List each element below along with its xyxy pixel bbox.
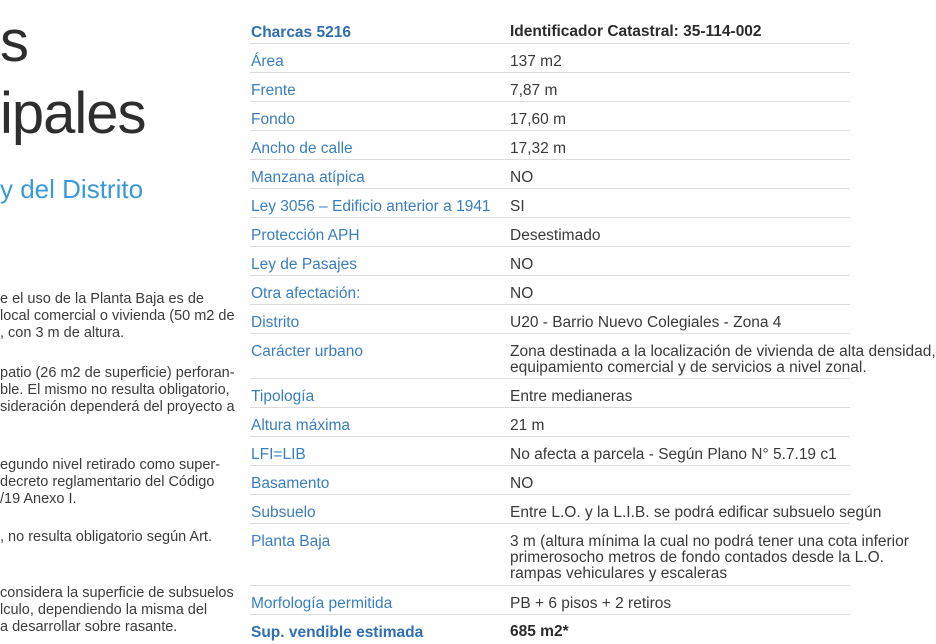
paragraph-subsuelos bbox=[0, 585, 234, 636]
table-row bbox=[250, 218, 850, 247]
row-label: Ancho de calle bbox=[251, 140, 353, 157]
paragraph-obligatorio bbox=[0, 529, 212, 546]
table-row bbox=[250, 73, 850, 102]
paragraph-line: considera la superficie de subsuelos bbox=[0, 585, 234, 601]
row-value: NO bbox=[510, 475, 534, 492]
row-value: NO bbox=[510, 256, 534, 273]
paragraph-segundo-nivel bbox=[0, 457, 220, 508]
row-label: Basamento bbox=[251, 475, 330, 492]
paragraph-line: /19 Anexo I. bbox=[0, 491, 77, 507]
row-label: Morfología permitida bbox=[251, 595, 393, 612]
table-row bbox=[250, 160, 850, 189]
table-row bbox=[250, 44, 850, 73]
paragraph-planta-baja bbox=[0, 291, 235, 342]
row-label: Carácter urbano bbox=[251, 343, 364, 360]
row-value: No afecta a parcela - Según Plano N° 5.7.19 c1 bbox=[510, 446, 837, 463]
paragraph-line: patio (26 m2 de superficie) perforan- bbox=[0, 365, 235, 381]
paragraph-line: lculo, dependiendo la misma del bbox=[0, 602, 208, 618]
row-value: 17,60 m bbox=[510, 111, 567, 128]
table-row bbox=[250, 524, 909, 586]
row-value: Entre medianeras bbox=[510, 388, 633, 405]
row-label: Frente bbox=[251, 82, 296, 99]
row-label: Manzana atípica bbox=[251, 169, 365, 186]
row-label: Subsuelo bbox=[251, 504, 316, 521]
row-value: Zona destinada a la localización de vivienda de alta densidad, bbox=[510, 343, 936, 360]
row-value: 17,32 m bbox=[510, 140, 567, 157]
paragraph-line: ble. El mismo no resulta obligatorio, bbox=[0, 382, 230, 398]
paragraph-line: egundo nivel retirado como super- bbox=[0, 457, 221, 473]
header-address: Charcas 5216 bbox=[251, 24, 351, 41]
row-value: rampas vehiculares y escaleras bbox=[510, 565, 728, 582]
row-value: 137 m2 bbox=[510, 53, 562, 70]
row-label: Ley 3056 – Edificio anterior a 1941 bbox=[251, 198, 491, 215]
row-label: LFI=LIB bbox=[251, 446, 306, 463]
header-cadastral-id: Identificador Catastral: 35-114-002 bbox=[510, 23, 762, 40]
table-row bbox=[250, 379, 850, 408]
footer-label: Sup. vendible estimada bbox=[251, 624, 424, 641]
row-value: Entre L.O. y la L.I.B. se podrá edificar subsuelo según bbox=[510, 504, 882, 521]
row-value: NO bbox=[510, 169, 534, 186]
row-value: U20 - Barrio Nuevo Colegiales - Zona 4 bbox=[510, 314, 782, 331]
footer-value: 685 m2* bbox=[510, 623, 569, 640]
table-row bbox=[250, 437, 850, 466]
table-row bbox=[250, 102, 850, 131]
table-row bbox=[250, 305, 850, 334]
table-row bbox=[250, 334, 936, 379]
table-row bbox=[250, 495, 882, 524]
row-value: primerosocho metros de fondo contados desde la L.O. bbox=[510, 549, 884, 566]
row-label: Protección APH bbox=[251, 227, 360, 244]
paragraph-patio bbox=[0, 365, 235, 416]
paragraph-line: e el uso de la Planta Baja es de bbox=[0, 291, 204, 307]
heading-line-2: ipales bbox=[0, 81, 146, 146]
heading-line-1: s bbox=[0, 9, 28, 74]
row-label: Otra afectación: bbox=[251, 285, 361, 302]
row-value: equipamiento comercial y de servicios a nivel zonal. bbox=[510, 359, 867, 376]
row-label: Área bbox=[251, 53, 284, 70]
table-row bbox=[250, 408, 850, 437]
parcel-data-table bbox=[250, 0, 936, 644]
paragraph-line: a desarrollar sobre rasante. bbox=[0, 619, 178, 635]
paragraph-line: sideración dependerá del proyecto a bbox=[0, 399, 235, 415]
row-value: SI bbox=[510, 198, 525, 215]
table-row bbox=[250, 247, 850, 276]
section-subtitle: y del Distrito bbox=[0, 174, 144, 204]
row-value: 7,87 m bbox=[510, 82, 558, 99]
row-label: Fondo bbox=[251, 111, 295, 128]
table-row bbox=[250, 586, 850, 615]
table-header-row bbox=[250, 0, 850, 44]
paragraph-line: local comercial o vivienda (50 m2 de bbox=[0, 308, 235, 324]
table-footer-row bbox=[250, 615, 850, 644]
paragraph-line: , no resulta obligatorio según Art. bbox=[0, 529, 212, 545]
row-label: Planta Baja bbox=[251, 533, 331, 550]
table-row bbox=[250, 189, 850, 218]
paragraph-line: , con 3 m de altura. bbox=[0, 325, 125, 341]
row-value: Desestimado bbox=[510, 227, 601, 244]
row-label: Distrito bbox=[251, 314, 300, 331]
row-value: 3 m (altura mínima la cual no podrá tener una cota inferior bbox=[510, 533, 909, 550]
row-value: PB + 6 pisos + 2 retiros bbox=[510, 595, 672, 612]
table-row bbox=[250, 466, 850, 495]
row-value: 21 m bbox=[510, 417, 545, 434]
table-row bbox=[250, 276, 850, 305]
left-column bbox=[0, 0, 240, 635]
row-label: Altura máxima bbox=[251, 417, 351, 434]
paragraph-line: decreto reglamentario del Código bbox=[0, 474, 215, 490]
row-value: NO bbox=[510, 285, 534, 302]
row-label: Tipología bbox=[251, 388, 315, 405]
row-label: Ley de Pasajes bbox=[251, 256, 357, 273]
table-row bbox=[250, 131, 850, 160]
